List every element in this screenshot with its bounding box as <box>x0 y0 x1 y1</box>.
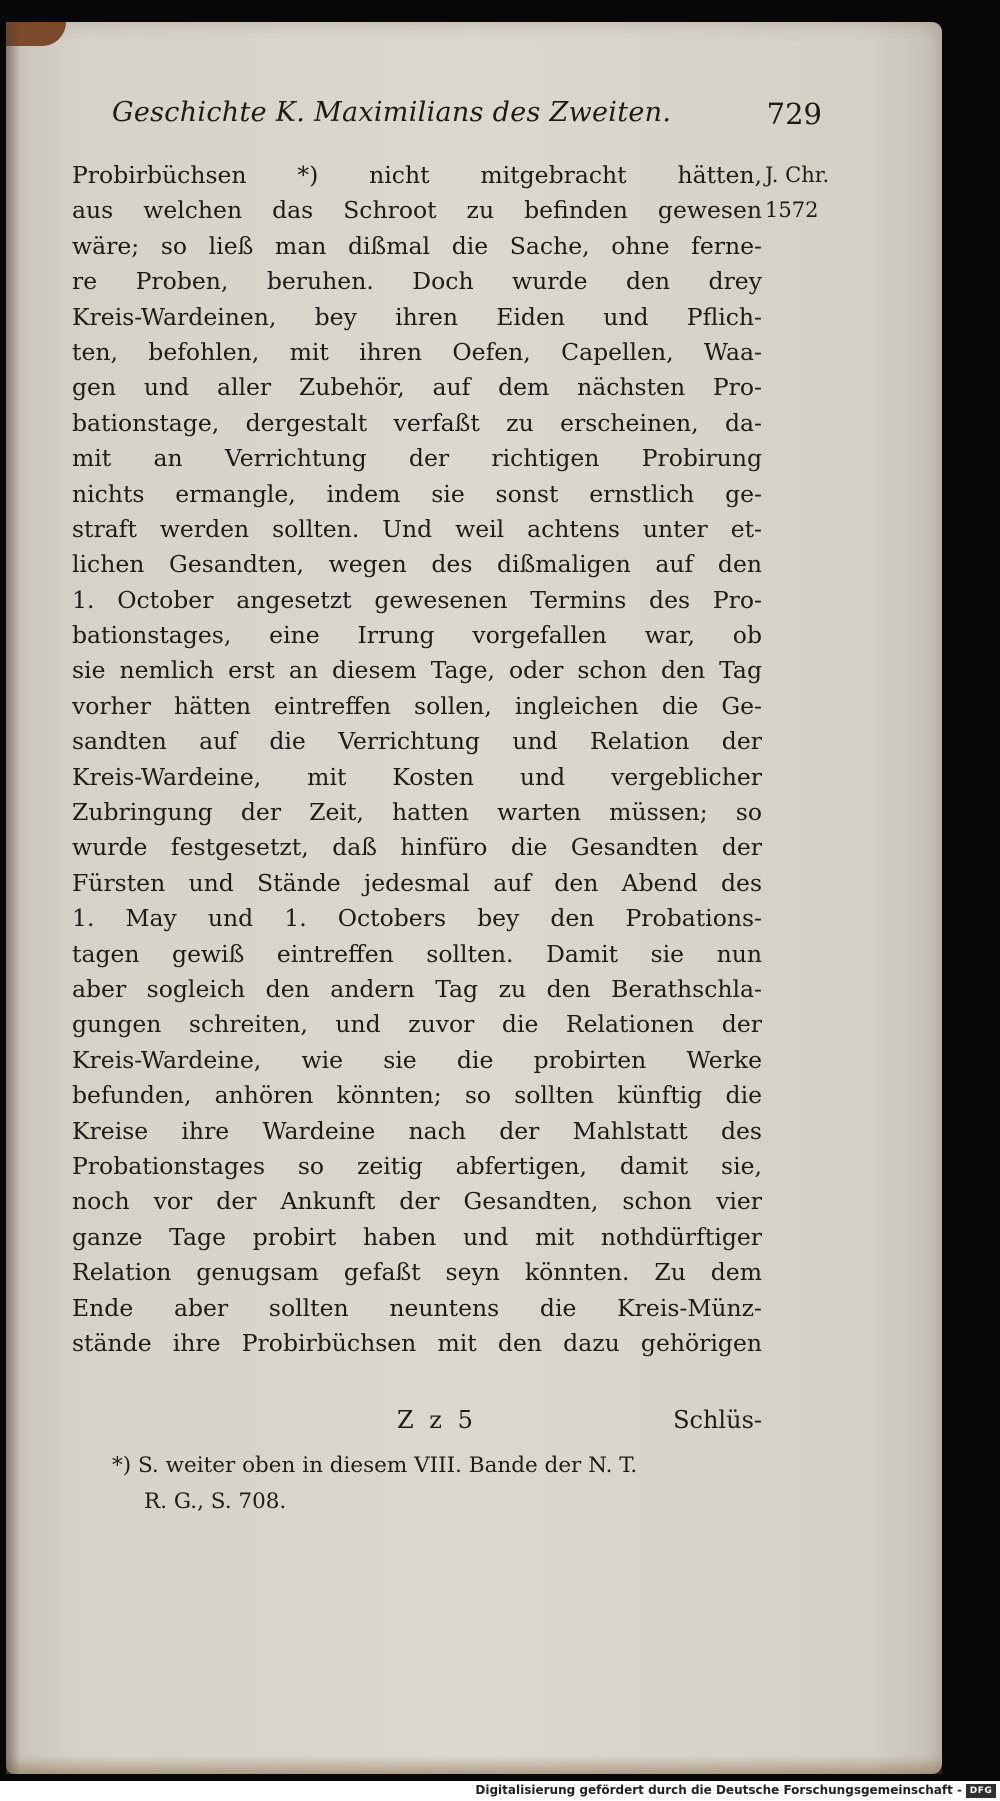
text-line: gungen schreiten, und zuvor die Relationen der <box>72 1010 762 1039</box>
text-line: Kreise ihre Wardeine nach der Mahlstatt des <box>72 1116 762 1145</box>
margin-note <box>765 158 829 229</box>
text-line: bationstages, eine Irrung vorgefallen war, ob <box>72 621 762 650</box>
text-line: noch vor der Ankunft der Gesandten, schon vier <box>72 1187 762 1216</box>
footnote-line: R. G., S. 708. <box>144 1489 287 1514</box>
text-line: gen und aller Zubehör, auf dem nächsten Pro- <box>72 373 762 402</box>
text-line: 1. October angesetzt gewesenen Termins des Pro- <box>72 585 762 614</box>
body-text <box>72 158 762 1361</box>
running-title: Geschichte K. Maximilians des Zweiten. <box>112 97 672 128</box>
spine-shadow <box>6 22 20 1774</box>
bottom-stain <box>6 1756 942 1774</box>
text-line: bationstage, dergestalt verfaßt zu erscheinen, da- <box>72 408 762 437</box>
text-line: aus welchen das Schroot zu befinden gewesen <box>72 196 762 225</box>
text-line: aber sogleich den andern Tag zu den Berathschla- <box>72 974 762 1003</box>
text-line: vorher hätten eintreffen sollen, ingleichen die Ge- <box>72 691 762 720</box>
running-head <box>112 95 822 139</box>
text-line: stände ihre Probirbüchsen mit den dazu gehörigen <box>72 1328 762 1357</box>
text-line: sie nemlich erst an diesem Tage, oder schon den Tag <box>72 656 762 685</box>
credit-text: Digitalisierung gefördert durch die Deutsche Forschungsgemeinschaft - <box>475 1783 962 1797</box>
text-line: tagen gewiß eintreffen sollten. Damit sie nun <box>72 939 762 968</box>
text-line: nichts ermangle, indem sie sonst ernstlich ge- <box>72 479 762 508</box>
footnote-line: *) S. weiter oben in diesem VIII. Bande der N. T. <box>112 1453 638 1478</box>
text-line: Kreis-Wardeine, wie sie die probirten Werke <box>72 1045 762 1074</box>
text-line: 1. May und 1. Octobers bey den Probations- <box>72 904 762 933</box>
text-line: wäre; so ließ man dißmal die Sache, ohne ferne- <box>72 231 762 260</box>
page-number: 729 <box>766 97 822 131</box>
signature-row <box>72 1402 762 1442</box>
dfg-logo: DFG <box>966 1784 996 1798</box>
text-line: ten, befohlen, mit ihren Oefen, Capellen, Waa- <box>72 337 762 366</box>
text-line: Kreis-Wardeinen, bey ihren Eiden und Pflich- <box>72 302 762 331</box>
credit-bar <box>0 1781 1000 1801</box>
text-line: Probirbüchsen *) nicht mitgebracht hätten, <box>72 161 762 189</box>
text-line: Probationstages so zeitig abfertigen, damit sie, <box>72 1151 762 1180</box>
text-line: re Proben, beruhen. Doch wurde den drey <box>72 267 762 296</box>
text-line: Relation genugsam gefaßt seyn könnten. Zu dem <box>72 1258 762 1287</box>
text-line: mit an Verrichtung der richtigen Probirung <box>72 444 762 473</box>
text-line: Kreis-Wardeine, mit Kosten und vergeblicher <box>72 762 762 791</box>
catchword: Schlüs- <box>673 1406 762 1434</box>
text-line: sandten auf die Verrichtung und Relation der <box>72 727 762 756</box>
text-line: straft werden sollten. Und weil achtens unter et- <box>72 514 762 543</box>
text-line: Ende aber sollten neuntens die Kreis-Münz- <box>72 1293 762 1322</box>
text-line: befunden, anhören könnten; so sollten künftig die <box>72 1081 762 1110</box>
signature-mark: Z z 5 <box>397 1406 477 1434</box>
text-line: lichen Gesandten, wegen des dißmaligen auf den <box>72 550 762 579</box>
text-line: Zubringung der Zeit, hatten warten müssen; so <box>72 798 762 827</box>
text-line: Fürsten und Stände jedesmal auf den Abend des <box>72 868 762 897</box>
footnote <box>112 1448 762 1520</box>
margin-note-year: 1572 <box>765 198 819 223</box>
text-line: wurde festgesetzt, daß hinfüro die Gesandten der <box>72 833 762 862</box>
margin-note-era: J. Chr. <box>765 163 830 187</box>
text-line: ganze Tage probirt haben und mit nothdürftiger <box>72 1222 762 1251</box>
